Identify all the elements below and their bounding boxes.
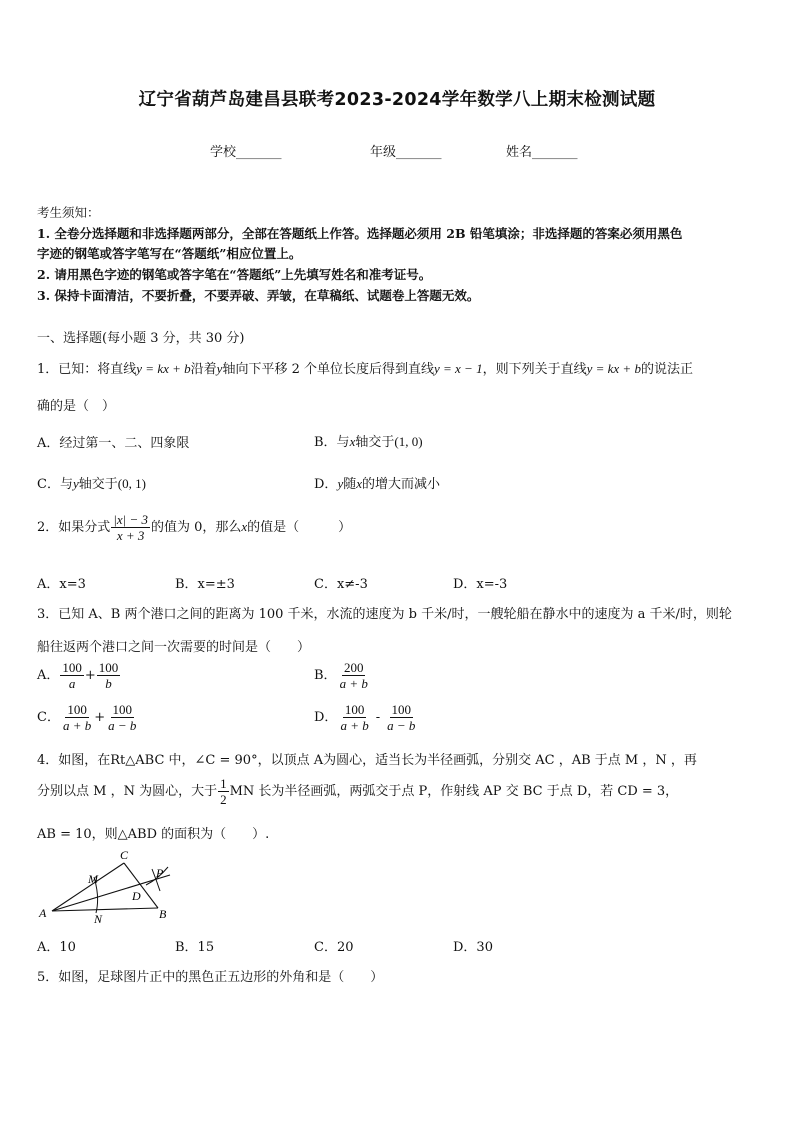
q1-expr-1: y = kx + b [136,361,191,376]
q3-d-den-1: a + b [340,718,369,733]
notice-line-1: 1. 全卷分选择题和非选择题两部分，全部在答题纸上作答。选择题必须用 2B 铅笔填涂；非选择题的答案必须用黑色 [37,226,683,241]
q3-a-op: + [84,668,96,683]
q3-c-num-2: 100 [112,702,133,717]
notice-heading: 考生须知： [37,205,100,220]
q4-half-den: 2 [220,792,227,807]
q3-c-den-2: a − b [108,718,137,733]
q3-stem: 3．已知 A、B 两个港口之间的距离为 100 千米，水流的速度为 b 千米/时，一艘轮船在静水中的速度为 a 千米/时，则轮 [37,607,732,622]
side-cb [124,863,158,908]
q1-b-mid: 轴交于 [355,435,395,450]
q4-text-2: MN 长为半径画弧，两弧交于点 P，作射线 AP 交 BC 于点 D，若 CD = 3， [229,784,679,799]
q2-numerator: |x| − 3 [113,512,148,527]
q3-a-frac-1 [60,660,84,691]
name-field: 姓名_______ [506,145,578,160]
q2-text-3: 的值是（ ） [247,520,352,535]
q2-var: x [241,519,248,534]
q1-d-mid: 随 [343,477,357,492]
q1-option-b [314,431,423,450]
label-d: D [132,889,141,903]
q3-a-den-1: a [68,676,76,691]
q3-b-label: B． [314,668,337,683]
school-field: 学校_______ [210,145,282,160]
q1-text-4: ，则下列关于直线 [482,362,587,377]
q1-text-5: 的说法正 [640,362,693,377]
q4-half-num: 1 [220,776,227,791]
q4-stem-end: AB = 10，则△ABD 的面积为（ ）. [37,827,270,842]
q1-option-d [314,473,440,492]
q1-option-a: A．经过第一、二、四象限 [37,436,190,451]
q3-option-d [314,702,418,733]
q1-option-c [37,473,146,492]
q1-expr-4: y = kx + b [586,361,641,376]
q3-a-frac-2 [97,660,121,691]
q4-option-d: D．30 [453,940,493,955]
q3-c-num-1: 100 [67,702,87,717]
triangle-figure [36,845,176,925]
q1-c-var: y [72,476,79,491]
q2-denominator: x + 3 [116,528,145,543]
label-a: A [39,906,47,920]
notice-line-1-cont: 字迹的钢笔或答字笔写在“答题纸”相应位置上。 [37,246,302,261]
q1-b-var: x [349,434,356,449]
q3-c-op: + [94,710,106,725]
side-ab [52,908,158,911]
q3-a-den-2: b [105,676,112,691]
q1-text-2: 沿着 [190,362,217,377]
q4-half-frac [218,776,229,807]
q1-stem [37,358,693,377]
q1-b-text: B．与 [314,435,350,450]
grade-field: 年级_______ [370,145,442,160]
q3-b-frac [338,660,370,691]
q3-d-frac-2 [385,702,417,733]
label-c: C [120,848,129,862]
q4-option-c: C．20 [314,940,354,955]
q2-option-d: D．x=-3 [453,577,508,592]
q1-d-post: 的增大而减小 [362,477,441,492]
q4-text-1: 分别以点 M ，N 为圆心，大于 [37,784,218,799]
q1-d-y: y [337,476,344,491]
notice-line-2: 2. 请用黑色字迹的钢笔或答字笔在“答题纸”上先填写姓名和准考证号。 [37,267,432,282]
q1-d-label: D． [314,477,338,492]
q3-c-frac-1 [61,702,93,733]
q3-option-c [37,702,139,733]
q3-c-den-1: a + b [62,718,92,733]
q1-c-mid: 轴交于 [78,477,118,492]
q2-stem [37,512,351,543]
notice-line-3: 3. 保持卡面清洁，不要折叠，不要弄破、弄皱，在草稿纸、试题卷上答题无效。 [37,288,480,303]
section-heading: 一、选择题(每小题 3 分，共 30 分) [37,331,245,346]
q2-option-b: B．x=±3 [175,577,235,592]
q1-b-point: (1, 0) [394,434,423,449]
q3-d-num-2: 100 [391,702,412,717]
label-p: P [156,866,164,880]
q1-c-text: C．与 [37,477,73,492]
q1-text-1: 1．已知：将直线 [37,362,137,377]
q3-d-label: D． [314,710,338,725]
label-m: M [88,872,98,886]
q3-d-frac-1 [338,702,370,733]
q4-stem-cont [37,776,678,807]
q5-stem: 5．如图，足球图片正中的黑色正五边形的外角和是（ ） [37,970,384,985]
q2-text-2: 的值为 0，那么 [150,520,242,535]
q3-d-den-2: a − b [387,718,416,733]
q3-option-b [314,660,371,691]
q3-a-num-1: 100 [62,660,82,675]
q2-option-a: A．x=3 [37,577,86,592]
q3-b-den: a + b [339,676,368,691]
q1-c-point: (0, 1) [117,476,146,491]
q4-option-b: B．15 [175,940,215,955]
q1-stem-cont: 确的是（ ） [37,399,116,414]
page-title: 辽宁省葫芦岛建昌县联考2023-2024学年数学八上期末检测试题 [138,90,656,110]
q1-d-x: x [356,476,363,491]
q1-expr-3: y = x − 1 [433,361,483,376]
q3-d-num-1: 100 [344,702,365,717]
q2-text-1: 2．如果分式 [37,520,111,535]
q2-option-c: C．x≠-3 [314,577,368,592]
ray-ap [52,875,170,911]
q3-a-label: A． [37,668,60,683]
q4-option-a: A．10 [37,940,76,955]
q3-stem-cont: 船往返两个港口之间一次需要的时间是（ ） [37,640,311,655]
q3-c-label: C． [37,710,60,725]
q3-d-op: - [375,710,381,725]
side-ac [52,863,124,911]
label-b: B [159,907,167,921]
q3-a-num-2: 100 [98,660,119,675]
label-n: N [94,912,103,925]
q2-fraction [111,512,150,543]
q4-stem: 4．如图，在Rt△ABC 中，∠C = 90°，以顶点 A为圆心，适当长为半径画弧，分别交 AC ，AB 于点 M ，N ，再 [37,753,697,768]
q3-b-num: 200 [343,660,364,675]
q3-option-a [37,660,121,691]
q1-expr-2: y [216,361,223,376]
q3-c-frac-2 [106,702,138,733]
q1-text-3: 轴向下平移 2 个单位长度后得到直线 [222,362,434,377]
